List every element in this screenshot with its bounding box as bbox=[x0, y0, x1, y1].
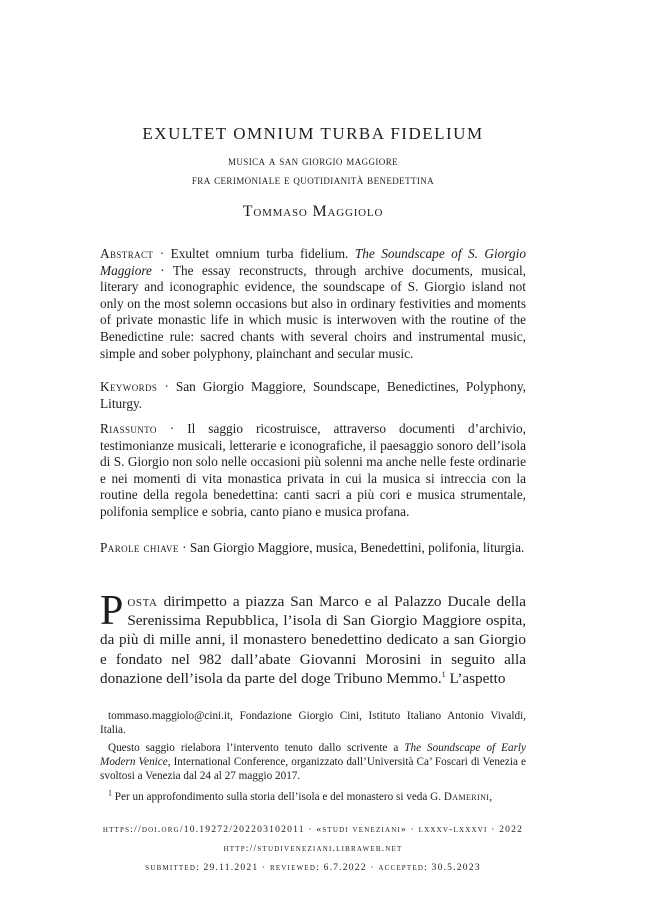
footnote-1-number: 1 bbox=[108, 788, 112, 798]
author-name: Tommaso Maggiolo bbox=[242, 203, 384, 220]
conference-note-rest: , International Conference, organizzato dall’Università Ca’ Foscari di Venezia e svoltosi a Venezia dal 24 al 27 maggio 2017. bbox=[100, 756, 526, 782]
footer-doi-line[interactable]: https://doi.org/10.19272/202203102011 · «studi veneziani» · lxxxv-lxxxvi · 2022 bbox=[102, 824, 524, 835]
footer-website-line[interactable]: http://studiveneziani.libraweb.net bbox=[223, 843, 403, 854]
parole-chiave-label: Parole chiave bbox=[100, 540, 179, 555]
article-title: EXULTET OMNIUM TURBA FIDELIUM bbox=[142, 124, 484, 143]
first-word-rest: osta bbox=[127, 593, 158, 610]
parole-chiave-separator: · bbox=[178, 540, 190, 555]
abstract-lead: Exultet omnium turba fidelium. bbox=[170, 246, 355, 261]
author-contact-note: tommaso.maggiolo@cini.it, Fondazione Giorgio Cini, Istituto Italiano Antonio Vivaldi, Italia. bbox=[100, 710, 526, 736]
body-text-after: L’aspetto bbox=[445, 669, 506, 687]
parole-chiave-paragraph bbox=[100, 540, 526, 557]
body-text: dirimpetto a piazza San Marco e al Palazzo Ducale della Serenissima Repubblica, l’isola di San Giorgio Maggiore ospita, da più di mille anni, il monastero benedettino dedicato a san Giorgio e fondato nel 982 dall’abate Giovanni Morosini in seguito alla donazione dell’isola da parte del doge Tribuno Memmo. bbox=[100, 593, 526, 687]
footnote-ref-1[interactable]: 1 bbox=[441, 669, 446, 679]
footnote-1-author: Damerini bbox=[443, 791, 490, 803]
riassunto-label: Riassunto bbox=[100, 421, 157, 436]
subtitle-text-1: musica a san giorgio maggiore bbox=[228, 154, 398, 168]
conference-note bbox=[100, 741, 526, 783]
conference-note-lead: Questo saggio rielabora l’intervento tenuto dallo scrivente a bbox=[108, 742, 405, 754]
parole-chiave-text: San Giorgio Maggiore, musica, Benedettini, polifonia, liturgia. bbox=[189, 540, 525, 555]
footnote-1 bbox=[100, 790, 526, 804]
body-paragraph bbox=[100, 588, 526, 688]
abstract-separator: · bbox=[153, 246, 171, 261]
footnote-1-text: Per un approfondimento sulla storia dell’isola e del monastero si veda G. bbox=[112, 791, 444, 803]
footnote-1-tail: , bbox=[489, 791, 493, 803]
abstract-title-italic: The Soundscape of S. Giorgio Maggiore bbox=[100, 246, 526, 278]
riassunto-paragraph bbox=[100, 421, 526, 521]
abstract-paragraph bbox=[100, 246, 526, 362]
abstract-label: Abstract bbox=[100, 246, 154, 261]
keywords-separator: · bbox=[157, 379, 176, 394]
footer-dates-line: submitted: 29.11.2021 · reviewed: 6.7.2022 · accepted: 30.5.2023 bbox=[145, 862, 481, 873]
subtitle-line-1 bbox=[100, 154, 526, 169]
riassunto-separator: · bbox=[156, 421, 188, 436]
riassunto-text: Il saggio ricostruisce, attraverso documenti d’archivio, testimonianze musicali, letterarie e iconografiche, il paesaggio sonoro dell’isola di S. Giorgio non solo nelle occasioni più solenni ma anche nelle feste ordinarie e nei momenti di vita monastica privata in cui la musica si intreccia con la routine della regola benedettina: canti sacri a più cori e musica strumentale, polifonia semplice e sobria, canto piano e musica profana. bbox=[100, 421, 527, 519]
keywords-paragraph bbox=[100, 379, 526, 412]
keywords-text: San Giorgio Maggiore, Soundscape, Benedictines, Polyphony, Liturgy. bbox=[100, 379, 526, 411]
abstract-text: · The essay reconstructs, through archive documents, musical, literary and iconographic evidence, the soundscape of S. Giorgio island not only on the most solemn occasions but also in ordinary festivities and moments of private monastic life in which music is interwoven with the routine of the Benedictine rule: sacred chants with several choirs and instrumental music, simple and sober polyphony, plainchant and secular music. bbox=[100, 262, 526, 361]
conference-note-italic: The Soundscape of Early Modern Venice bbox=[100, 742, 526, 768]
drop-cap: P bbox=[100, 588, 124, 634]
subtitle-line-2 bbox=[100, 173, 526, 188]
subtitle-text-2: fra cerimoniale e quotidianità benedettina bbox=[191, 173, 435, 187]
keywords-label: Keywords bbox=[100, 379, 158, 394]
